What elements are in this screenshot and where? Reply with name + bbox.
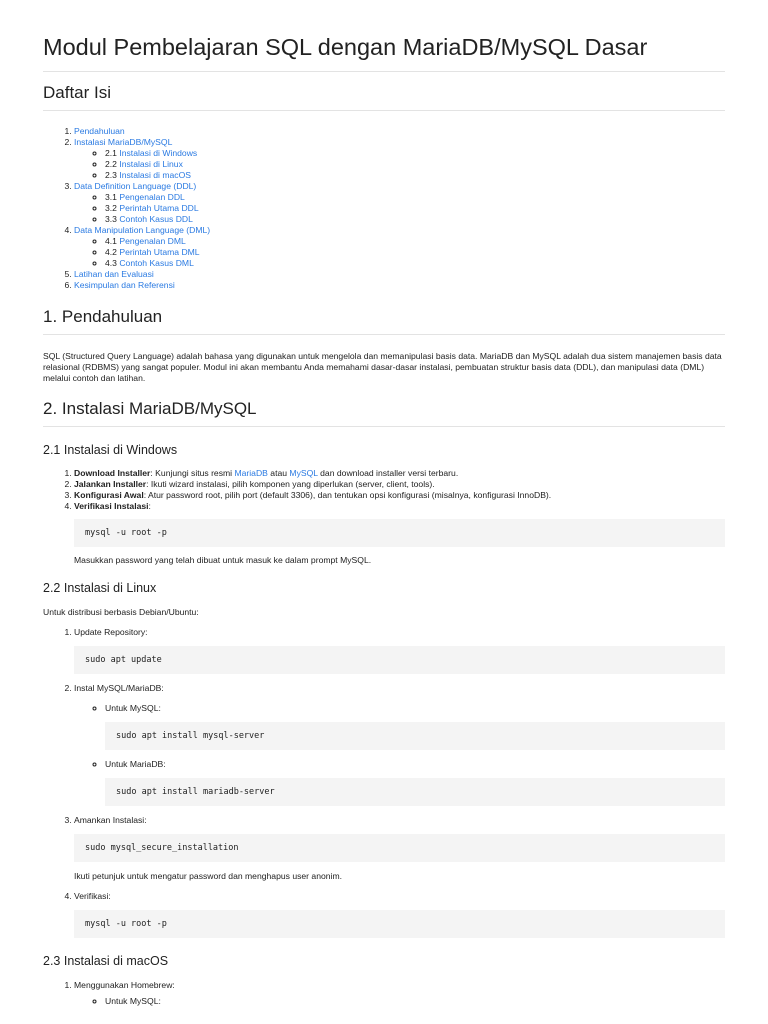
windows-step: 2. Jalankan Installer: Ikuti wizard instalasi, pilih komponen yang diperlukan (server, client, tools). <box>74 479 725 490</box>
page-title: Modul Pembelajaran SQL dengan MariaDB/MySQL Dasar <box>43 30 725 72</box>
toc-subitem[interactable]: ◦ 2.1 Instalasi di Windows <box>105 148 725 159</box>
linux-note: Ikuti petunjuk untuk mengatur password dan menghapus user anonim. <box>74 871 343 881</box>
toc-subitem[interactable]: ◦ 4.1 Pengenalan DML <box>105 236 725 247</box>
toc-item[interactable] <box>74 137 725 181</box>
macos-step: 1. Menggunakan Homebrew: ◦ Untuk MySQL: <box>74 980 725 1007</box>
linux-subitem: ◦ Untuk MySQL: sudo apt install mysql-server <box>105 703 725 750</box>
toc-heading: Daftar Isi <box>43 83 725 111</box>
toc-sublist <box>74 148 725 181</box>
linux-intro: Untuk distribusi berbasis Debian/Ubuntu: <box>43 607 199 617</box>
macos-steps <box>43 980 725 1007</box>
toc-subitem[interactable]: ◦ 3.2 Perintah Utama DDL <box>105 203 725 214</box>
code-block[interactable]: mysql -u root -p <box>74 910 725 938</box>
subsection-heading-macos: 2.3 Instalasi di macOS <box>43 954 169 968</box>
macos-sublist <box>74 996 725 1007</box>
toc-link-pendahuluan[interactable]: Pendahuluan <box>74 126 125 136</box>
table-of-contents <box>43 126 725 291</box>
windows-steps <box>43 468 725 566</box>
linux-subitem: ◦ Untuk MariaDB: sudo apt install mariadb-server <box>105 759 725 806</box>
toc-link-contoh-dml[interactable]: Contoh Kasus DML <box>119 258 194 268</box>
code-block[interactable]: mysql -u root -p <box>74 519 725 547</box>
linux-step: 4. Verifikasi: mysql -u root -p <box>74 891 725 938</box>
section-heading-instalasi: 2. Instalasi MariaDB/MySQL <box>43 399 725 427</box>
toc-link-instalasi[interactable]: Instalasi MariaDB/MySQL <box>74 137 173 147</box>
linux-steps <box>43 627 725 938</box>
mariadb-link[interactable]: MariaDB <box>234 468 268 478</box>
toc-link-pengenalan-ddl[interactable]: Pengenalan DDL <box>119 192 185 202</box>
toc-link-linux[interactable]: Instalasi di Linux <box>119 159 183 169</box>
toc-subitem[interactable]: ◦ 4.3 Contoh Kasus DML <box>105 258 725 269</box>
toc-link-contoh-ddl[interactable]: Contoh Kasus DDL <box>119 214 193 224</box>
toc-subitem[interactable]: ◦ 2.3 Instalasi di macOS <box>105 170 725 181</box>
toc-item[interactable] <box>74 225 725 269</box>
toc-sublist <box>74 236 725 269</box>
toc-link-kesimpulan[interactable]: Kesimpulan dan Referensi <box>74 280 175 290</box>
toc-link-windows[interactable]: Instalasi di Windows <box>119 148 198 158</box>
linux-step: 2. Instal MySQL/MariaDB: ◦ Untuk MySQL: sudo apt install mysql-server ◦ Untuk MariaDB: sudo apt install mariadb-server <box>74 683 725 806</box>
linux-step: 3. Amankan Instalasi: sudo mysql_secure_installation Ikuti petunjuk untuk mengatur password dan menghapus user anonim. <box>74 815 725 882</box>
toc-subitem[interactable]: ◦ 2.2 Instalasi di Linux <box>105 159 725 170</box>
toc-link-macos[interactable]: Instalasi di macOS <box>119 170 191 180</box>
toc-item[interactable] <box>74 126 725 137</box>
toc-link-perintah-dml[interactable]: Perintah Utama DML <box>119 247 200 257</box>
toc-subitem[interactable]: ◦ 3.1 Pengenalan DDL <box>105 192 725 203</box>
toc-link-perintah-ddl[interactable]: Perintah Utama DDL <box>119 203 199 213</box>
code-block[interactable]: sudo apt install mysql-server <box>105 722 725 750</box>
toc-link-ddl[interactable]: Data Definition Language (DDL) <box>74 181 197 191</box>
linux-sublist <box>74 703 725 806</box>
pendahuluan-paragraph: SQL (Structured Query Language) adalah bahasa yang digunakan untuk mengelola dan memanipulasi basis data. MariaDB dan MySQL adalah dua sistem manajemen basis data relasional (RDBMS) yang sangat populer. Modul ini akan membantu Anda memahami dasar-dasar instalasi, pembuatan struktur basis data (DDL), dan manipulasi data (DML) melalui contoh dan latihan. <box>43 351 722 383</box>
code-block[interactable]: sudo mysql_secure_installation <box>74 834 725 862</box>
toc-item[interactable] <box>74 181 725 225</box>
linux-step: 1. Update Repository: sudo apt update <box>74 627 725 674</box>
windows-note: Masukkan password yang telah dibuat untuk masuk ke dalam prompt MySQL. <box>74 555 372 565</box>
toc-link-dml[interactable]: Data Manipulation Language (DML) <box>74 225 211 235</box>
windows-step: 4. Verifikasi Instalasi: mysql -u root -p Masukkan password yang telah dibuat untuk masuk ke dalam prompt MySQL. <box>74 501 725 566</box>
subsection-heading-linux: 2.2 Instalasi di Linux <box>43 581 157 595</box>
toc-subitem[interactable]: ◦ 4.2 Perintah Utama DML <box>105 247 725 258</box>
subsection-heading-windows: 2.1 Instalasi di Windows <box>43 443 178 457</box>
toc-link-latihan[interactable]: Latihan dan Evaluasi <box>74 269 154 279</box>
code-block[interactable]: sudo apt update <box>74 646 725 674</box>
toc-item[interactable] <box>74 269 725 280</box>
toc-subitem[interactable]: ◦ 3.3 Contoh Kasus DDL <box>105 214 725 225</box>
mysql-link[interactable]: MySQL <box>289 468 318 478</box>
section-heading-pendahuluan: 1. Pendahuluan <box>43 307 725 335</box>
macos-subitem: ◦ Untuk MySQL: <box>105 996 725 1007</box>
toc-link-pengenalan-dml[interactable]: Pengenalan DML <box>119 236 186 246</box>
toc-sublist <box>74 192 725 225</box>
windows-step: 3. Konfigurasi Awal: Atur password root, pilih port (default 3306), dan tentukan opsi konfigurasi (misalnya, konfigurasi InnoDB). <box>74 490 725 501</box>
windows-step: 1. Download Installer: Kunjungi situs resmi MariaDB atau MySQL dan download installer versi terbaru. <box>74 468 725 479</box>
toc-item[interactable] <box>74 280 725 291</box>
code-block[interactable]: sudo apt install mariadb-server <box>105 778 725 806</box>
